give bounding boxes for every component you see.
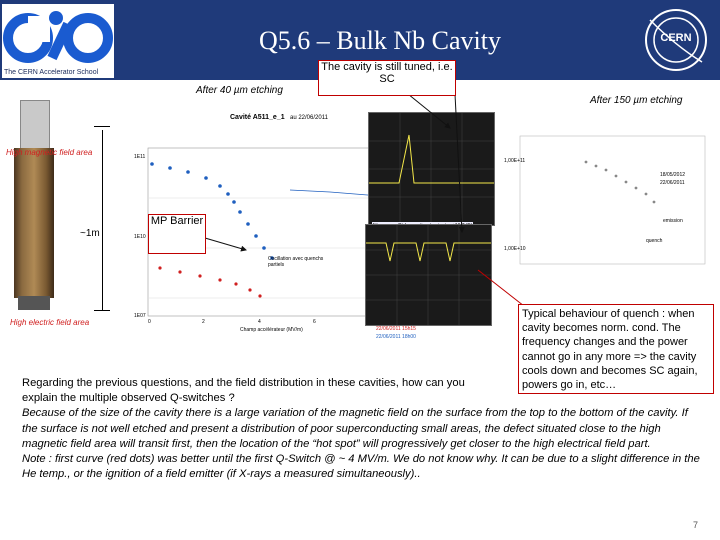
x-tick: 0 [148, 319, 151, 325]
y-tick: 1E10 [134, 234, 146, 240]
quench-behaviour-text: Typical behaviour of quench : when cavity becomes norm. cond. The frequency changes and the power cannot go in any more => the cavity cools down and becomes SC again, powers go in, etc… [522, 308, 698, 392]
mp-barrier-callout [148, 214, 206, 254]
chart-date: au 22/06/2011 [290, 115, 328, 121]
y-tick: 1,00E+11 [504, 158, 526, 164]
y-tick: 1E11 [134, 154, 146, 160]
x-tick: 2 [202, 319, 205, 325]
mp-barrier-text: MP Barrier [150, 215, 204, 227]
oscillation-annotation: Oscillation avec quenchs partiels [268, 256, 324, 268]
note-text: Note : first curve (red dots) was better until the first Q-Switch @ ~ 4 MV/m. We do not know why. It can be due to a slight difference in the He temp., or the ignition of a field emitter (if X-rays a measured simultaneously).. [22, 453, 700, 481]
page-title: Q5.6 – Bulk Nb Cavity [259, 26, 501, 55]
still-tuned-text: The cavity is still tuned, i.e. SC [321, 61, 453, 85]
emission-annotation: emission [663, 218, 683, 224]
chart-title: Cavité A511_e_1 [230, 114, 285, 121]
legend-entry: 22/06/2011 [660, 180, 685, 186]
y-tick: 1E07 [134, 313, 146, 319]
high-magnetic-label: High magnetic field area [6, 148, 93, 157]
legend-entry: 22/06/2011 18h00 [376, 334, 416, 340]
after-150-label: After 150 µm etching [590, 95, 683, 106]
quench-annotation: quench [646, 238, 663, 244]
x-tick: 4 [258, 319, 261, 325]
school-name: The CERN Accelerator School [4, 69, 99, 76]
still-tuned-callout [318, 60, 456, 96]
x-axis-label: Champ accélérateur (MV/m) [240, 327, 303, 333]
body-text [22, 376, 702, 482]
x-tick: 6 [313, 319, 316, 325]
question-text: Regarding the previous questions, and the field distribution in these cavities, how can you explain the multiple observed Q-switches ? [22, 377, 465, 405]
answer-text: Because of the size of the cavity there is a large variation of the magnetic field on the surface from the top to the bottom of the cavity. If the surface is not well etched and present a distribution of poor superconducting small areas, the defect situated close to the high magnetic field area will transit first, then the location of the “hot spot” will progressively get closer to the high electrical field part. [22, 407, 688, 450]
cern-logo-text: CERN [660, 32, 692, 44]
scale-label: ~1m [80, 228, 100, 239]
y-tick: 1,00E+10 [504, 246, 526, 252]
legend-entry: 18/05/2012 [660, 172, 686, 178]
after-40-label: After 40 µm etching [196, 85, 283, 96]
page-number: 7 [693, 520, 699, 530]
legend-entry: 22/06/2011 15h15 [376, 326, 416, 332]
high-electric-label: High electric field area [10, 318, 90, 327]
